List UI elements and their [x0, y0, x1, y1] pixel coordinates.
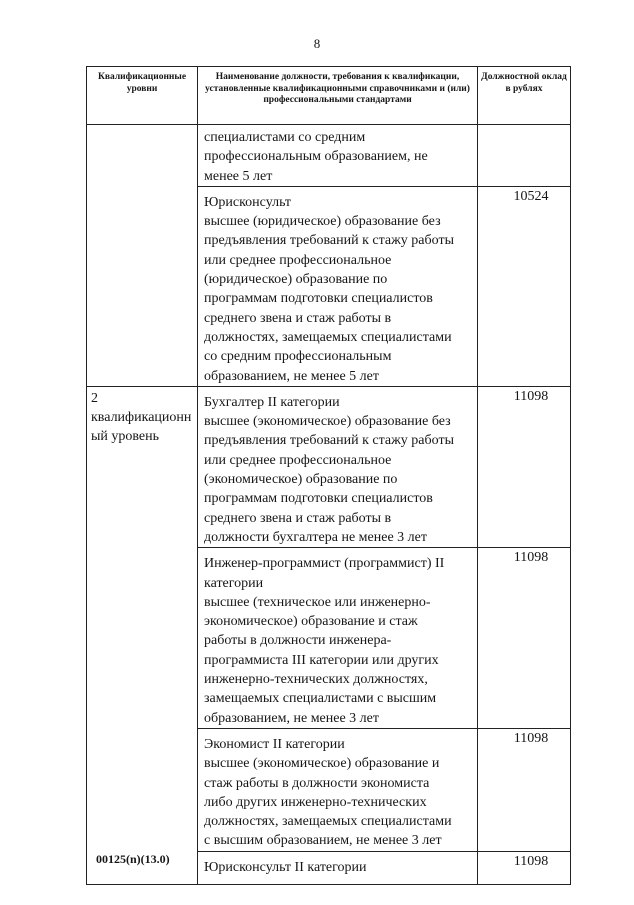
position-text: Юрисконсульт высшее (юридическое) образование без предъявления требований к стажу работы или среднее профессиональное (юридическое) образование по программам подготовки специалистов среднего звена и стаж работы в должностях, замещаемых специалистами со средним профессиональным образованием, не менее 5 лет	[204, 194, 454, 384]
header-qualification-levels: Квалификационные уровни	[87, 67, 198, 125]
salary-value: 11098	[513, 853, 549, 869]
page-number: 8	[313, 36, 321, 51]
salary-value: 11098	[513, 388, 549, 404]
salary-value	[478, 125, 570, 127]
level-text	[87, 125, 197, 127]
level-cell	[87, 125, 198, 387]
level-text: 2 квалификационн ый уровень	[91, 390, 192, 445]
salary-cell	[478, 851, 571, 884]
position-cell	[198, 186, 478, 386]
document-code: 00125(n)(13.0)	[96, 852, 170, 866]
salary-value: 11098	[513, 550, 549, 566]
table-row	[87, 386, 571, 547]
position-text: Юрисконсульт II категории	[204, 859, 367, 875]
salary-cell	[478, 186, 571, 386]
table-row	[87, 125, 571, 187]
salary-cell	[478, 125, 571, 187]
salary-table	[86, 66, 571, 885]
salary-cell	[478, 728, 571, 851]
salary-value: 11098	[513, 730, 549, 746]
position-text: специалистами со средним профессиональным образованием, не менее 5 лет	[204, 130, 428, 184]
header-position-requirements: Наименование должности, требования к квалификации, установленные квалификационными справочниками и (или) профессиональными стандартами	[198, 67, 478, 125]
position-cell	[198, 125, 478, 187]
header-salary: Должностной оклад в рублях	[478, 67, 571, 125]
table-header-row	[87, 67, 571, 125]
salary-cell	[478, 386, 571, 547]
position-cell	[198, 851, 478, 884]
position-text: Инженер-программист (программист) II категории высшее (техническое или инженерно- экономическое) образование и стаж работы в должности инженера- программиста III категории или других инженерно-технических должностях, замещаемых специалистами с высшим образованием, не менее 3 лет	[204, 556, 445, 726]
position-text: Экономист II категории высшее (экономическое) образование и стаж работы в должности экономиста либо других инженерно-технических должностях, замещаемых специалистами с высшим образованием, не менее 3 лет	[204, 736, 452, 849]
position-cell	[198, 548, 478, 729]
position-text: Бухгалтер II категории высшее (экономическое) образование без предъявления требований к стажу работы или среднее профессиональное (экономическое) образование по программам подготовки специалистов среднего звена и стаж работы в должности бухгалтера не менее 3 лет	[204, 394, 454, 545]
salary-value: 10524	[513, 188, 549, 204]
salary-cell	[478, 548, 571, 729]
position-cell	[198, 386, 478, 547]
position-cell	[198, 728, 478, 851]
level-cell	[87, 386, 198, 884]
